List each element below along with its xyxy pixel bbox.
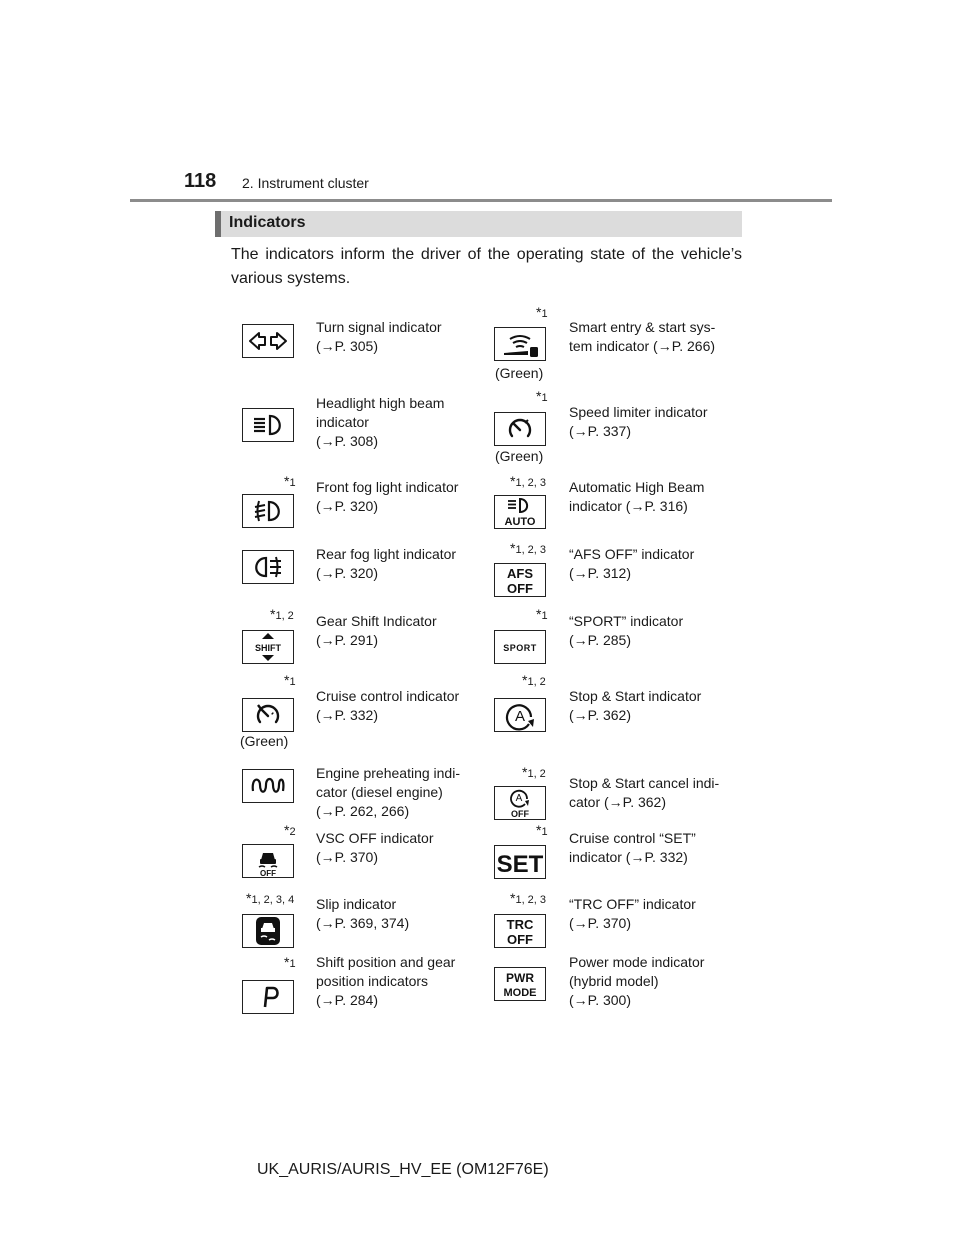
indicator-line: (→P. 370) [569, 915, 631, 931]
indicator-line: indicator (→P. 316) [569, 498, 688, 514]
footnote-ref: *1, 2 [522, 672, 546, 688]
page-number: 118 [184, 170, 217, 192]
footnote-ref: *1, 2 [270, 606, 294, 622]
trc-off-label: OFF [507, 932, 533, 947]
indicator-line: “TRC OFF” indicator [569, 896, 696, 912]
footnote-ref: *1, 2, 3, 4 [246, 890, 295, 906]
indicator-line: VSC OFF indicator [316, 830, 434, 846]
footnote-ref: *1 [536, 606, 548, 622]
footnote-ref: *1, 2 [522, 764, 546, 780]
front-fog-light-icon [242, 494, 294, 528]
afs-off-icon [494, 563, 546, 597]
indicator-line: (→P. 305) [316, 338, 378, 354]
turn-signal-icon [242, 324, 294, 358]
indicator-line: (hybrid model) [569, 973, 659, 989]
pwr-label: PWR [506, 971, 534, 985]
indicator-line: (→P. 362) [569, 707, 631, 723]
automatic-high-beam-icon [494, 495, 546, 529]
footnote-ref: *1, 2, 3 [510, 473, 547, 489]
indicator-line: Turn signal indicator [316, 319, 442, 335]
indicator-line: (→P. 369, 374) [316, 915, 410, 931]
indicator-line: (→P. 300) [569, 992, 631, 1008]
indicator-line: Stop & Start cancel indi- [569, 775, 720, 791]
gear-shift-icon [242, 630, 294, 664]
footnote-ref: *1, 2, 3 [510, 890, 547, 906]
indicator-line: Gear Shift Indicator [316, 613, 437, 629]
shift-position-icon [242, 980, 294, 1014]
chapter-title: 2. Instrument cluster [242, 175, 369, 191]
indicator-line: (→P. 337) [569, 423, 631, 439]
rear-fog-light-icon [242, 550, 294, 584]
indicator-line: Shift position and gear [316, 954, 456, 970]
section-accent [215, 211, 221, 237]
cruise-control-icon [242, 698, 294, 732]
vsc-off-icon-label: OFF [260, 869, 276, 878]
indicator-line: (→P. 308) [316, 433, 378, 449]
indicator-line: Power mode indicator [569, 954, 705, 970]
set-label: SET [496, 851, 544, 878]
stop-start-cancel-a-label: A [515, 793, 523, 804]
slip-icon [242, 914, 294, 948]
engine-preheating-icon [242, 769, 294, 803]
indicator-color: (Green) [240, 733, 289, 749]
power-mode-icon [494, 967, 546, 1001]
trc-label: TRC [506, 917, 534, 932]
mode-label: MODE [503, 987, 537, 999]
afs-label: AFS [507, 566, 533, 581]
cruise-set-icon [494, 845, 546, 879]
indicator-color: (Green) [495, 365, 544, 381]
gear-shift-icon-label: SHIFT [255, 643, 281, 653]
indicator-line: “AFS OFF” indicator [569, 546, 695, 562]
indicator-line: (→P. 332) [316, 707, 378, 723]
footnote-ref: *1 [284, 473, 296, 489]
headlight-high-beam-icon [242, 408, 294, 442]
off-label: OFF [507, 581, 533, 596]
indicator-line: Slip indicator [316, 896, 397, 912]
indicator-line: Front fog light indicator [316, 479, 459, 495]
indicator-line: (→P. 320) [316, 498, 378, 514]
indicator-line: Cruise control indicator [316, 688, 460, 704]
indicator-line: Automatic High Beam [569, 479, 705, 495]
smart-entry-icon [494, 327, 546, 361]
section-heading [215, 211, 742, 237]
indicator-line: cator (diesel engine) [316, 784, 443, 800]
indicator-line: Engine preheating indi- [316, 765, 460, 781]
indicator-line: (→P. 312) [569, 565, 631, 581]
indicator-line: (→P. 262, 266) [316, 803, 410, 819]
stop-start-icon-label: A [514, 708, 526, 725]
sport-icon-label: SPORT [503, 643, 537, 653]
footnote-ref: *2 [284, 822, 296, 838]
indicator-line: (→P. 284) [316, 992, 378, 1008]
stop-start-cancel-off-label: OFF [511, 809, 529, 819]
vsc-off-icon [242, 844, 294, 878]
header-rule [130, 199, 832, 202]
stop-start-icon [494, 698, 546, 732]
speed-limiter-icon [494, 412, 546, 446]
intro-paragraph: The indicators inform the driver of the operating state of the vehicle’s various systems. [231, 246, 742, 287]
indicator-line: position indicators [316, 973, 429, 989]
indicator-line: (→P. 370) [316, 849, 378, 865]
indicator-line: Rear fog light indicator [316, 546, 457, 562]
indicator-line: (→P. 285) [569, 632, 631, 648]
sport-icon [494, 630, 546, 664]
stop-start-cancel-icon [494, 786, 546, 820]
indicator-line: (→P. 320) [316, 565, 378, 581]
trc-off-icon [494, 914, 546, 948]
section-title: Indicators [229, 214, 306, 231]
footnote-ref: *1 [536, 822, 548, 838]
indicator-line: Cruise control “SET” [569, 830, 696, 846]
indicator-line: Speed limiter indicator [569, 404, 708, 420]
footnote-ref: *1 [536, 304, 548, 320]
footnote-ref: *1, 2, 3 [510, 540, 547, 556]
footnote-ref: *1 [284, 672, 296, 688]
indicator-line: indicator (→P. 332) [569, 849, 688, 865]
indicator-line: Stop & Start indicator [569, 688, 702, 704]
indicator-line: (→P. 291) [316, 632, 378, 648]
indicator-line: tem indicator (→P. 266) [569, 338, 716, 354]
indicator-line: Smart entry & start sys- [569, 319, 716, 335]
footnote-ref: *1 [536, 388, 548, 404]
document-footer: UK_AURIS/AURIS_HV_EE (OM12F76E) [257, 1161, 549, 1178]
indicator-line: “SPORT” indicator [569, 613, 684, 629]
indicator-line: indicator [316, 414, 369, 430]
auto-label: AUTO [504, 516, 536, 528]
indicator-line: cator (→P. 362) [569, 794, 667, 810]
indicator-color: (Green) [495, 448, 544, 464]
indicator-line: Headlight high beam [316, 395, 445, 411]
footnote-ref: *1 [284, 954, 296, 970]
